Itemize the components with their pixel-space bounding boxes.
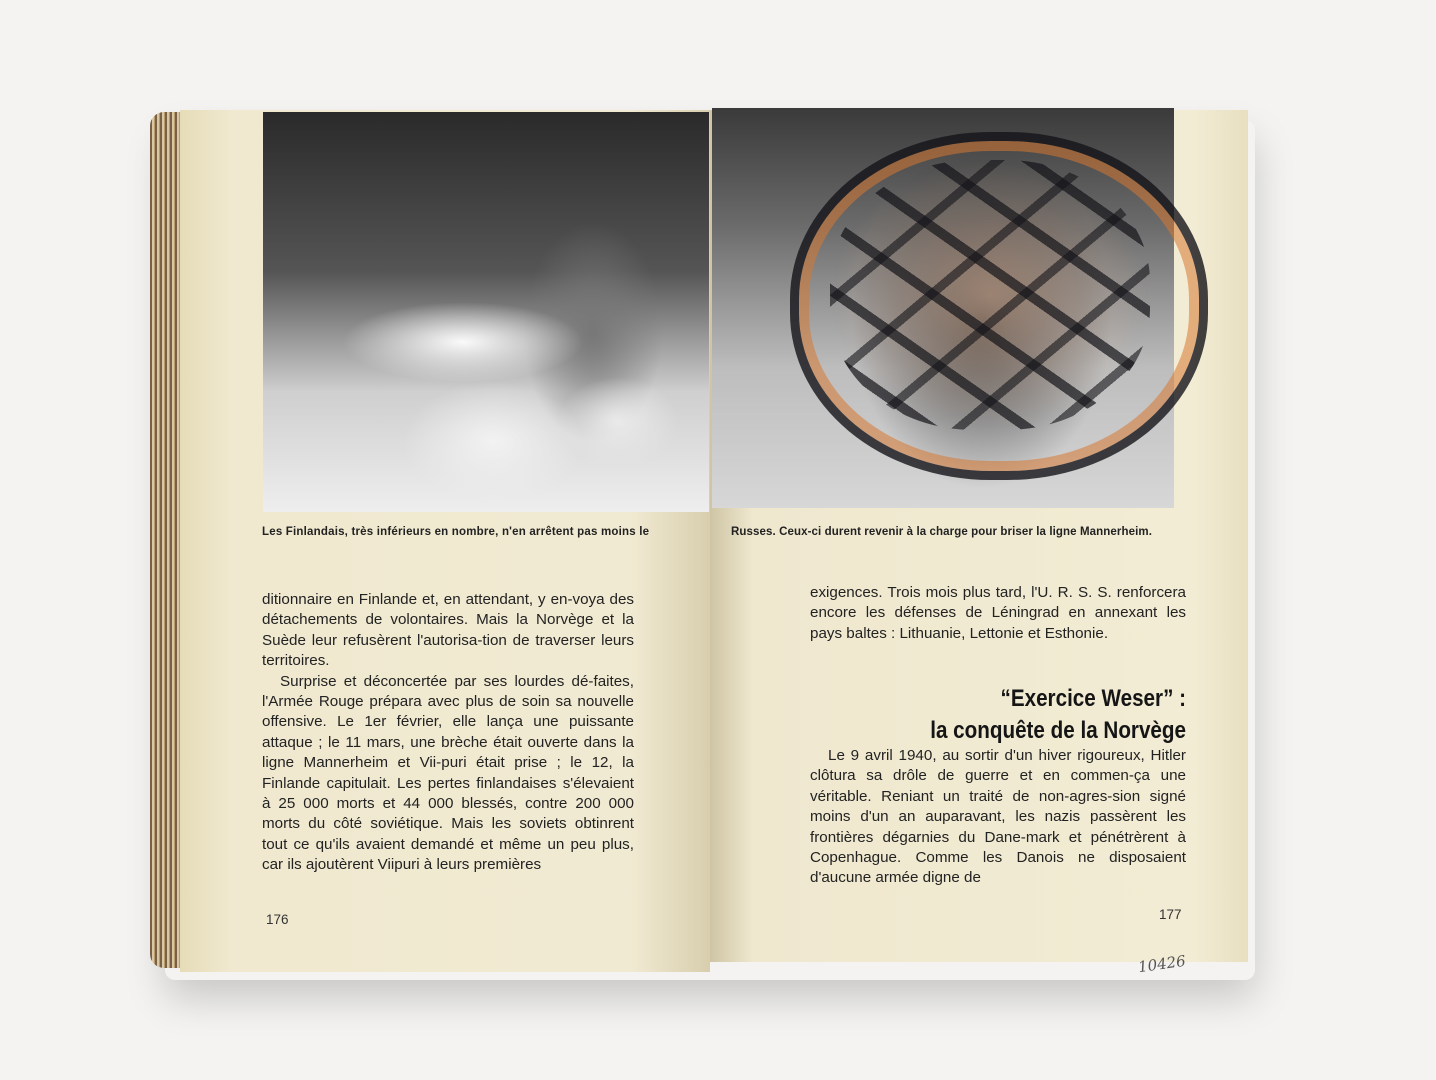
left-body-text [262,590,634,876]
right-body-text-bottom [810,746,1186,889]
right-paragraph-top: exigences. Trois mois plus tard, l'U. R. S. S. renforcera encore les défenses de Léningrad en annexant les pays baltes : Lithuanie, Lettonie et Esthonie. [810,584,1186,642]
right-paragraph-bottom: Le 9 avril 1940, au sortir d'un hiver rigoureux, Hitler clôtura sa drôle de guerre et en commen-ça une véritable. Reniant un traité de non-agres-sion signé moins d'un an auparavant, les nazis passèrent les frontières dégarnies du Dane-mark et pénétrèrent à Copenhague. Comme les Danois ne disposaient d'aucune armée digne de [810,747,1186,887]
crayon-scribble-outline [790,132,1208,480]
section-heading [854,683,1186,747]
right-caption: Russes. Ceux-ci durent revenir à la charge pour briser la ligne Mannerheim. [731,526,1152,538]
pencil-inventory-note: 10426 [1136,951,1187,977]
page-number-left: 176 [266,912,289,927]
page-number-right: 177 [1159,907,1182,922]
right-body-text-top [810,583,1186,644]
photo-finnish-soldiers [263,112,709,512]
section-heading-line1: “Exercice Weser” : [1000,685,1186,712]
left-paragraph-1: ditionnaire en Finlande et, en attendant, y en-voya des détachements de volontaires. Mais la Norvège et la Suède leur refusèrent l'autorisa-tion de traverser leurs territoires. [262,591,634,670]
left-caption: Les Finlandais, très inférieurs en nombre, n'en arrêtent pas moins le [262,526,650,538]
left-paragraph-2: Surprise et déconcertée par ses lourdes dé-faites, l'Armée Rouge prépara avec plus de soin sa nouvelle offensive. Le 1er février, elle lança une puissante attaque ; le 11 mars, une brèche était ouverte dans la ligne Mannerheim et Vii-puri était prise ; le 12, la Finlande capitulait. Les pertes finlandaises s'élevaient à 25 000 morts et 44 000 blessés, contre 200 000 morts du côté soviétique. Mais les soviets obtinrent tout ce qu'ils avaient demandé et même un peu plus, car ils ajoutèrent Viipuri à leurs premières [262,672,634,874]
section-heading-line2: la conquête de la Norvège [930,717,1186,744]
